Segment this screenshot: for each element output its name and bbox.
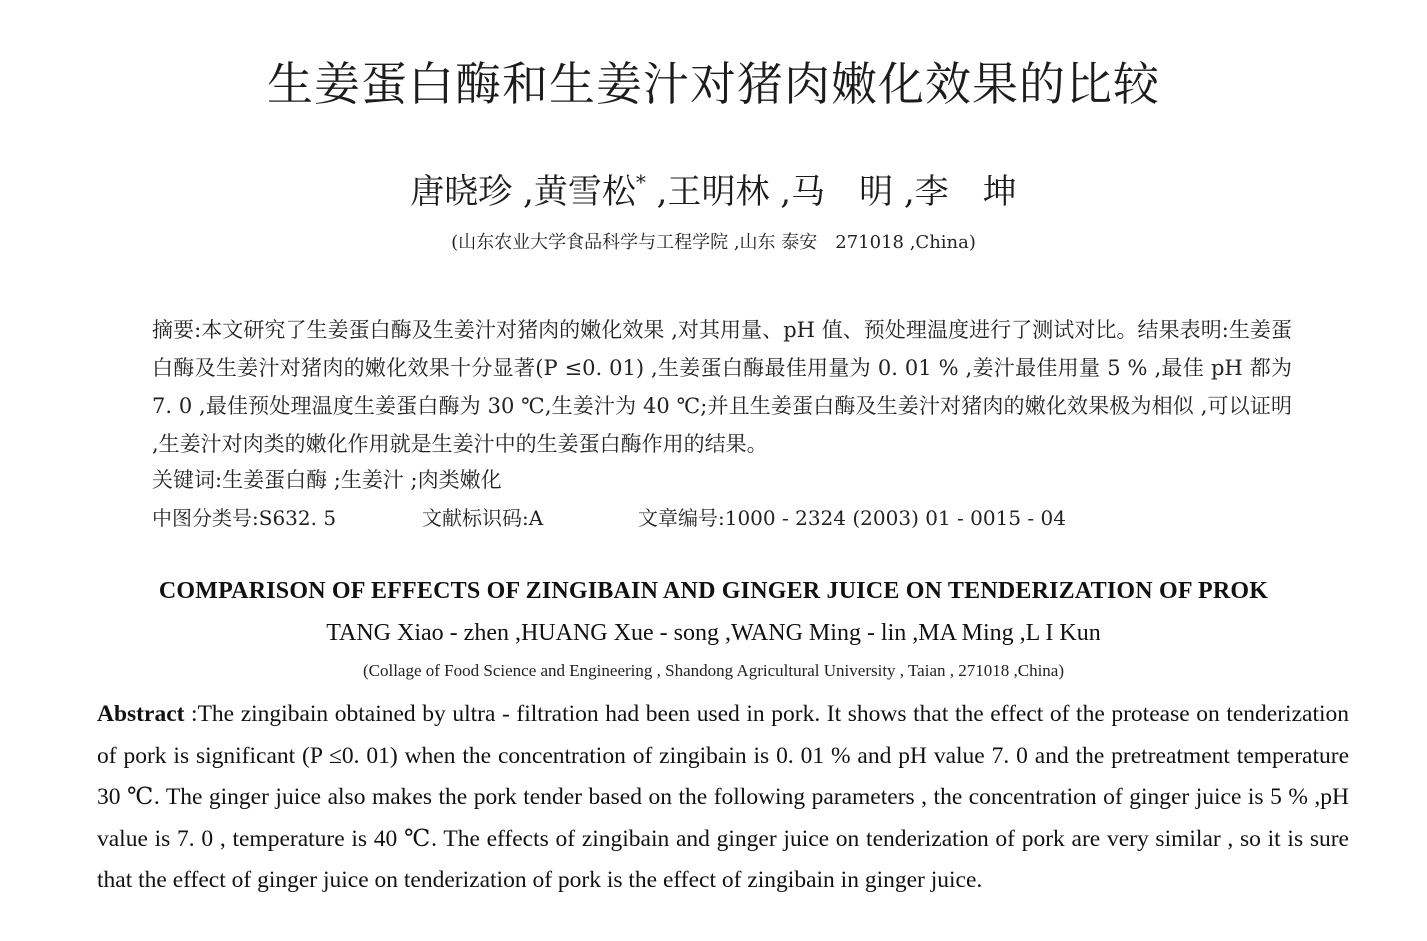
clc-number: 中图分类号:S632. 5 (152, 506, 337, 530)
classification-row (152, 499, 1066, 537)
chinese-abstract: 摘要:本文研究了生姜蛋白酶及生姜汁对猪肉的嫩化效果 ,对其用量、pH 值、预处理温度进行了测试对比。结果表明:生姜蛋白酶及生姜汁对猪肉的嫩化效果十分显著(P ≤0. 01) ,生姜蛋白酶最佳用量为 0. 01 % ,姜汁最佳用量 5 % ,最佳 pH 都为 7. 0 ,最佳预处理温度生姜蛋白酶为 30 ℃,生姜汁为 40 ℃;并且生姜蛋白酶及生姜汁对猪肉的嫩化效果极为相似 ,可以证明 ,生姜汁对肉类的嫩化作用就是生姜汁中的生姜蛋白酶作用的结果。 (152, 318, 1292, 456)
english-abstract (97, 694, 1349, 902)
chinese-authors-rest: ,王明林 ,马 明 ,李 坤 (645, 172, 1017, 212)
chinese-keywords: 关键词:生姜蛋白酶 ;生姜汁 ;肉类嫩化 (152, 468, 502, 492)
english-authors: TANG Xiao - zhen ,HUANG Xue - song ,WANG Ming - lin ,MA Ming ,L I Kun (326, 620, 1101, 646)
english-affiliation: (Collage of Food Science and Engineering , Shandong Agricultural University , Taian , 271018 ,China) (362, 661, 1065, 680)
article-number: 文章编号:1000 - 2324 (2003) 01 - 0015 - 04 (638, 506, 1066, 530)
chinese-authors-first: 唐晓珍 ,黄雪松 (410, 172, 636, 212)
chinese-affiliation: (山东农业大学食品科学与工程学院 ,山东 泰安 271018 ,China) (451, 232, 976, 253)
chinese-authors (0, 164, 1427, 213)
abstract-label: Abstract (97, 701, 185, 727)
corresponding-author-mark: * (635, 170, 646, 194)
document-code: 文献标识码:A (422, 506, 544, 530)
english-abstract-text: :The zingibain obtained by ultra - filtration had been used in pork. It shows that the effect of the protease on tenderization of pork is significant (P ≤0. 01) when the concentration of zingibain is 0. 01 % and pH value 7. 0 and the pretreatment temperature 30 ℃. The ginger juice also makes the pork tender based on the following parameters , the concentration of ginger juice is 5 % ,pH value is 7. 0 , temperature is 40 ℃. The effects of zingibain and ginger juice on tenderization of pork are very similar , so it is sure that the effect of ginger juice on tenderization of pork is the effect of zingibain in ginger juice. (97, 701, 1349, 894)
english-title: COMPARISON OF EFFECTS OF ZINGIBAIN AND GINGER JUICE ON TENDERIZATION OF PROK (158, 578, 1269, 604)
chinese-title: 生姜蛋白酶和生姜汁对猪肉嫩化效果的比较 (267, 57, 1160, 111)
